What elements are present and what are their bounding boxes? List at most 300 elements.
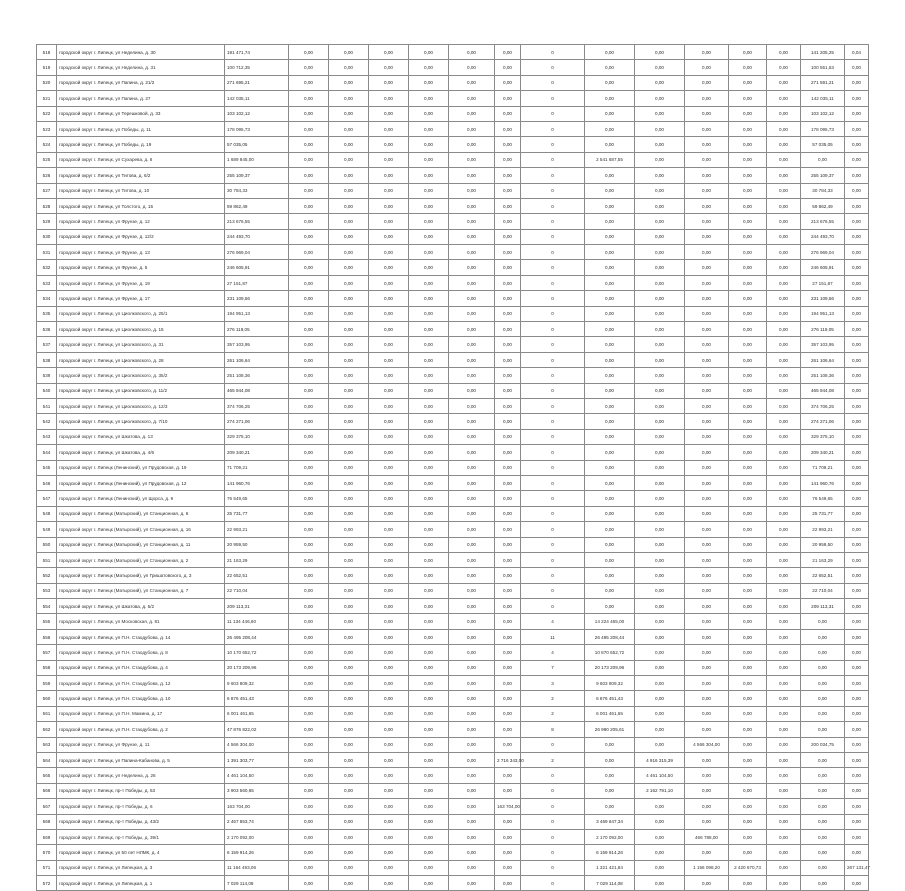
value-cell: 466 788,00 xyxy=(685,829,729,844)
value-cell: 0,00 xyxy=(845,876,869,891)
value-cell: 0,00 xyxy=(329,614,369,629)
value-cell: 0,00 xyxy=(495,198,521,213)
value-cell: 0,00 xyxy=(409,768,449,783)
value-cell: 0,00 xyxy=(289,106,329,121)
value-cell: 0,00 xyxy=(369,275,409,290)
value-cell: 0,00 xyxy=(449,537,495,552)
value-cell: 0,00 xyxy=(329,322,369,337)
value-cell: 0,00 xyxy=(289,706,329,721)
value-cell: 0,00 xyxy=(635,706,685,721)
value-cell: 0,00 xyxy=(329,876,369,891)
value-cell: 26 495 208,44 xyxy=(585,629,635,644)
value-cell: 0,00 xyxy=(409,876,449,891)
value-cell: 4 xyxy=(521,614,585,629)
value-cell: 22 710,04 xyxy=(801,583,845,598)
value-cell: 0,00 xyxy=(585,322,635,337)
value-cell: 0,00 xyxy=(409,629,449,644)
value-cell: 0,00 xyxy=(845,198,869,213)
register-table xyxy=(36,44,869,891)
value-cell: 0,00 xyxy=(329,168,369,183)
row-number-cell: 521 xyxy=(37,91,57,106)
value-cell: 0,00 xyxy=(495,429,521,444)
value-cell: 0,00 xyxy=(801,768,845,783)
value-cell: 0 xyxy=(521,568,585,583)
value-cell: 0,00 xyxy=(767,522,801,537)
value-cell: 0,00 xyxy=(685,260,729,275)
value-cell: 0,00 xyxy=(329,383,369,398)
value-cell: 0,00 xyxy=(635,383,685,398)
value-cell: 0,00 xyxy=(729,414,767,429)
value-cell: 0,00 xyxy=(767,275,801,290)
value-cell: 0,00 xyxy=(369,106,409,121)
row-number-cell: 527 xyxy=(37,183,57,198)
value-cell: 0,00 xyxy=(369,445,409,460)
value-cell: 0,00 xyxy=(635,106,685,121)
value-cell: 0,00 xyxy=(495,768,521,783)
value-cell: 209 113,31 xyxy=(801,599,845,614)
value-cell: 0,00 xyxy=(329,522,369,537)
value-cell: 0,00 xyxy=(329,352,369,367)
value-cell: 0,00 xyxy=(635,183,685,198)
value-cell: 0,00 xyxy=(495,106,521,121)
value-cell: 0,00 xyxy=(329,260,369,275)
address-cell: городской округ г. Липецк, ул Неделина, д. 26 xyxy=(57,768,225,783)
address-cell: городской округ г. Липецк (Ленинский), ул Прудовская, д. 12 xyxy=(57,475,225,490)
address-cell: городской округ г. Липецк, пр-т Победы, д. 53 xyxy=(57,783,225,798)
value-cell: 0,00 xyxy=(685,645,729,660)
total-cell: 357 103,95 xyxy=(225,337,289,352)
value-cell: 0,00 xyxy=(729,583,767,598)
value-cell: 0 xyxy=(521,60,585,75)
value-cell: 0,00 xyxy=(369,706,409,721)
value-cell: 0,00 xyxy=(289,829,329,844)
value-cell: 0,00 xyxy=(495,137,521,152)
value-cell: 0,00 xyxy=(495,445,521,460)
value-cell: 0,00 xyxy=(729,491,767,506)
value-cell: 0,00 xyxy=(409,337,449,352)
total-cell: 2 170 092,00 xyxy=(225,829,289,844)
value-cell: 0,00 xyxy=(845,799,869,814)
table-row xyxy=(37,106,869,121)
value-cell: 0 xyxy=(521,414,585,429)
value-cell: 0 xyxy=(521,275,585,290)
value-cell: 0,00 xyxy=(767,845,801,860)
value-cell: 2 xyxy=(521,706,585,721)
value-cell: 0,00 xyxy=(801,706,845,721)
value-cell: 0 xyxy=(521,860,585,875)
value-cell: 0,00 xyxy=(585,552,635,567)
value-cell: 0,00 xyxy=(329,475,369,490)
value-cell: 0,00 xyxy=(685,629,729,644)
row-number-cell: 563 xyxy=(37,737,57,752)
value-cell: 0,00 xyxy=(845,414,869,429)
value-cell: 0,00 xyxy=(449,645,495,660)
row-number-cell: 562 xyxy=(37,722,57,737)
value-cell: 374 706,25 xyxy=(801,398,845,413)
row-number-cell: 539 xyxy=(37,368,57,383)
value-cell: 0,00 xyxy=(495,783,521,798)
row-number-cell: 556 xyxy=(37,629,57,644)
value-cell: 0,00 xyxy=(767,722,801,737)
value-cell: 0,00 xyxy=(369,291,409,306)
value-cell: 0,00 xyxy=(495,845,521,860)
value-cell: 0,00 xyxy=(409,198,449,213)
table-row xyxy=(37,291,869,306)
value-cell: 0,00 xyxy=(585,291,635,306)
value-cell: 0 xyxy=(521,260,585,275)
value-cell: 0,00 xyxy=(329,752,369,767)
value-cell: 0,00 xyxy=(729,306,767,321)
value-cell: 0,00 xyxy=(289,429,329,444)
value-cell: 0,00 xyxy=(409,383,449,398)
value-cell: 20 173 209,96 xyxy=(585,660,635,675)
address-cell: городской округ г. Липецк, ул Циолковского, д. 35/2 xyxy=(57,368,225,383)
table-row xyxy=(37,91,869,106)
value-cell: 0 xyxy=(521,552,585,567)
total-cell: 246 605,91 xyxy=(225,260,289,275)
value-cell: 0,00 xyxy=(767,352,801,367)
value-cell: 0,00 xyxy=(801,829,845,844)
value-cell: 0,00 xyxy=(845,752,869,767)
value-cell: 0 xyxy=(521,214,585,229)
value-cell: 0,00 xyxy=(729,429,767,444)
row-number-cell: 545 xyxy=(37,460,57,475)
address-cell: городской округ г. Липецк, ул Папина-Кабанова, д. 5 xyxy=(57,752,225,767)
value-cell: 0,00 xyxy=(369,722,409,737)
value-cell: 0,00 xyxy=(845,583,869,598)
value-cell: 0,00 xyxy=(585,506,635,521)
value-cell: 0,00 xyxy=(409,706,449,721)
address-cell: городской округ г. Липецк, ул Липецкая, д. 1 xyxy=(57,876,225,891)
value-cell: 27 151,87 xyxy=(801,275,845,290)
value-cell: 0,00 xyxy=(767,322,801,337)
value-cell: 0,00 xyxy=(845,599,869,614)
value-cell: 0,00 xyxy=(729,599,767,614)
value-cell: 0 xyxy=(521,783,585,798)
value-cell: 0,00 xyxy=(635,260,685,275)
total-cell: 4 461 104,50 xyxy=(225,768,289,783)
value-cell: 0,00 xyxy=(845,445,869,460)
value-cell: 0,00 xyxy=(409,352,449,367)
value-cell: 0,00 xyxy=(729,229,767,244)
value-cell: 0,00 xyxy=(845,552,869,567)
value-cell: 0,00 xyxy=(289,522,329,537)
total-cell: 25 731,77 xyxy=(225,506,289,521)
table-row xyxy=(37,614,869,629)
value-cell: 0,00 xyxy=(585,383,635,398)
row-number-cell: 571 xyxy=(37,860,57,875)
value-cell: 0,00 xyxy=(801,845,845,860)
value-cell: 0,00 xyxy=(495,414,521,429)
address-cell: городской округ г. Липецк, ул Папина, д. 27 xyxy=(57,91,225,106)
address-cell: городской округ г. Липецк, пр-т Победы, д. 43/2 xyxy=(57,814,225,829)
value-cell: 0,00 xyxy=(801,614,845,629)
value-cell: 0,00 xyxy=(329,768,369,783)
value-cell: 1 156 098,20 xyxy=(685,860,729,875)
value-cell: 163 704,00 xyxy=(495,799,521,814)
address-cell: городской округ г. Липецк, ул Липецкая, д. 3 xyxy=(57,860,225,875)
value-cell: 0,00 xyxy=(585,537,635,552)
table-row xyxy=(37,337,869,352)
total-cell: 9 603 809,32 xyxy=(225,676,289,691)
table-row xyxy=(37,429,869,444)
total-cell: 100 712,35 xyxy=(225,60,289,75)
value-cell: 0,00 xyxy=(449,475,495,490)
value-cell: 0,00 xyxy=(369,676,409,691)
value-cell: 0,00 xyxy=(329,368,369,383)
table-row xyxy=(37,814,869,829)
value-cell: 0,00 xyxy=(409,91,449,106)
total-cell: 103 102,12 xyxy=(225,106,289,121)
address-cell: городской округ г. Липецк, ул Фрунзе, д. 11 xyxy=(57,737,225,752)
value-cell: 2 162 791,10 xyxy=(635,783,685,798)
value-cell: 0,00 xyxy=(685,768,729,783)
value-cell: 267 131,47 xyxy=(845,860,869,875)
total-cell: 59 862,49 xyxy=(225,198,289,213)
value-cell: 0,00 xyxy=(329,183,369,198)
value-cell: 0,00 xyxy=(767,660,801,675)
value-cell: 0,00 xyxy=(289,306,329,321)
value-cell: 0,00 xyxy=(845,275,869,290)
value-cell: 0,00 xyxy=(729,260,767,275)
address-cell: городской округ г. Липецк (Матырский), ул Станционная, д. 2 xyxy=(57,552,225,567)
address-cell: городской округ г. Липецк, ул Фрунзе, д. 17 xyxy=(57,291,225,306)
value-cell: 0,00 xyxy=(585,460,635,475)
address-cell: городской округ г. Липецк, ул П.Н. Стаодубова, д. 8 xyxy=(57,645,225,660)
value-cell: 0 xyxy=(521,291,585,306)
total-cell: 71 709,21 xyxy=(225,460,289,475)
value-cell: 0,00 xyxy=(585,475,635,490)
value-cell: 0,00 xyxy=(635,506,685,521)
total-cell: 141 960,76 xyxy=(225,475,289,490)
value-cell: 0 xyxy=(521,137,585,152)
value-cell: 0,00 xyxy=(729,829,767,844)
value-cell: 0,00 xyxy=(729,245,767,260)
value-cell: 0,00 xyxy=(635,306,685,321)
value-cell: 0,00 xyxy=(635,583,685,598)
value-cell: 0,00 xyxy=(409,691,449,706)
value-cell: 26 990 205,61 xyxy=(585,722,635,737)
total-cell: 30 784,33 xyxy=(225,183,289,198)
value-cell: 0,00 xyxy=(729,275,767,290)
total-cell: 276 119,05 xyxy=(225,322,289,337)
value-cell: 0,00 xyxy=(449,322,495,337)
value-cell: 0,00 xyxy=(585,368,635,383)
address-cell: городской округ г. Липецк, пр-т Победы, д. 6 xyxy=(57,799,225,814)
value-cell: 0,00 xyxy=(495,168,521,183)
value-cell: 0,00 xyxy=(449,691,495,706)
value-cell: 0,00 xyxy=(329,845,369,860)
value-cell: 0,00 xyxy=(409,722,449,737)
value-cell: 0,00 xyxy=(767,137,801,152)
table-row xyxy=(37,568,869,583)
value-cell: 0,00 xyxy=(685,75,729,90)
row-number-cell: 541 xyxy=(37,398,57,413)
value-cell: 0 xyxy=(521,876,585,891)
value-cell: 0,00 xyxy=(685,198,729,213)
value-cell: 0,00 xyxy=(289,445,329,460)
value-cell: 3 469 647,34 xyxy=(585,814,635,829)
value-cell: 0,00 xyxy=(369,429,409,444)
value-cell: 0,00 xyxy=(329,198,369,213)
value-cell: 0,00 xyxy=(845,460,869,475)
value-cell: 0,00 xyxy=(585,121,635,136)
value-cell: 103 102,12 xyxy=(801,106,845,121)
value-cell: 0,00 xyxy=(369,768,409,783)
row-number-cell: 522 xyxy=(37,106,57,121)
value-cell: 0 xyxy=(521,522,585,537)
value-cell: 0,00 xyxy=(409,506,449,521)
value-cell: 0,00 xyxy=(369,352,409,367)
value-cell: 0,00 xyxy=(635,291,685,306)
value-cell: 0,00 xyxy=(635,445,685,460)
value-cell: 0,00 xyxy=(369,460,409,475)
value-cell: 142 035,11 xyxy=(801,91,845,106)
table-row xyxy=(37,629,869,644)
value-cell: 0,00 xyxy=(635,814,685,829)
value-cell: 0,00 xyxy=(729,75,767,90)
value-cell: 0,00 xyxy=(329,660,369,675)
value-cell: 0,00 xyxy=(449,737,495,752)
value-cell: 0,00 xyxy=(449,198,495,213)
value-cell: 0,00 xyxy=(289,198,329,213)
value-cell: 2 170 092,00 xyxy=(585,829,635,844)
value-cell: 0,00 xyxy=(289,660,329,675)
value-cell: 9 603 809,32 xyxy=(585,676,635,691)
address-cell: городской округ г. Липецк, ул П.Н. Мамина, д. 17 xyxy=(57,706,225,721)
address-cell: городской округ г. Липецк, ул П.Н. Стаодубова, д. 10 xyxy=(57,691,225,706)
value-cell: 0,00 xyxy=(449,352,495,367)
value-cell: 0,00 xyxy=(845,522,869,537)
value-cell: 0,00 xyxy=(289,568,329,583)
row-number-cell: 558 xyxy=(37,660,57,675)
value-cell: 0,00 xyxy=(845,829,869,844)
table-row xyxy=(37,414,869,429)
value-cell: 0,00 xyxy=(369,121,409,136)
value-cell: 0,00 xyxy=(449,275,495,290)
value-cell: 0 xyxy=(521,245,585,260)
value-cell: 0,00 xyxy=(449,799,495,814)
value-cell: 0,00 xyxy=(845,168,869,183)
value-cell: 7 xyxy=(521,660,585,675)
address-cell: городской округ г. Липецк, ул Шкатова, д. 13 xyxy=(57,429,225,444)
value-cell: 0,00 xyxy=(767,752,801,767)
value-cell: 0,00 xyxy=(845,537,869,552)
value-cell: 0,00 xyxy=(729,45,767,60)
value-cell: 0,00 xyxy=(449,91,495,106)
value-cell: 0 xyxy=(521,152,585,167)
row-number-cell: 531 xyxy=(37,245,57,260)
value-cell: 0,00 xyxy=(635,337,685,352)
value-cell: 0,00 xyxy=(369,60,409,75)
value-cell: 271 591,21 xyxy=(801,75,845,90)
value-cell: 0,00 xyxy=(329,429,369,444)
value-cell: 0,00 xyxy=(767,460,801,475)
value-cell: 0 xyxy=(521,537,585,552)
value-cell: 0,00 xyxy=(685,106,729,121)
value-cell: 0,00 xyxy=(329,691,369,706)
value-cell: 0,00 xyxy=(585,168,635,183)
value-cell: 0,00 xyxy=(685,552,729,567)
value-cell: 0,00 xyxy=(369,860,409,875)
value-cell: 0,00 xyxy=(449,337,495,352)
value-cell: 0 xyxy=(521,183,585,198)
value-cell: 0,00 xyxy=(409,614,449,629)
value-cell: 0,00 xyxy=(495,537,521,552)
total-cell: 76 549,65 xyxy=(225,491,289,506)
row-number-cell: 523 xyxy=(37,121,57,136)
table-row xyxy=(37,398,869,413)
value-cell: 0,00 xyxy=(289,537,329,552)
value-cell: 0,00 xyxy=(369,752,409,767)
value-cell: 0,00 xyxy=(329,306,369,321)
value-cell: 0,00 xyxy=(289,245,329,260)
table-row xyxy=(37,506,869,521)
value-cell: 0,00 xyxy=(729,660,767,675)
value-cell: 0,00 xyxy=(845,337,869,352)
address-cell: городской округ г. Липецк, ул Циолковского, д. 15 xyxy=(57,322,225,337)
table-row xyxy=(37,445,869,460)
value-cell: 465 944,08 xyxy=(801,383,845,398)
row-number-cell: 536 xyxy=(37,322,57,337)
table-row xyxy=(37,845,869,860)
value-cell: 0,00 xyxy=(495,645,521,660)
value-cell: 357 103,95 xyxy=(801,337,845,352)
value-cell: 0,00 xyxy=(369,260,409,275)
address-cell: городской округ г. Липецк, ул Фрунзе, д. 12/2 xyxy=(57,229,225,244)
address-cell: городской округ г. Липецк, ул Титова, д. 10 xyxy=(57,183,225,198)
value-cell: 0,00 xyxy=(369,368,409,383)
value-cell: 274 271,06 xyxy=(801,414,845,429)
total-cell: 22 993,21 xyxy=(225,522,289,537)
value-cell: 0,00 xyxy=(289,722,329,737)
row-number-cell: 554 xyxy=(37,599,57,614)
value-cell: 0,00 xyxy=(635,137,685,152)
value-cell: 0,00 xyxy=(495,398,521,413)
value-cell: 0,00 xyxy=(369,783,409,798)
value-cell: 0,00 xyxy=(289,168,329,183)
value-cell: 0,00 xyxy=(685,291,729,306)
value-cell: 0,00 xyxy=(767,645,801,660)
value-cell: 0,00 xyxy=(449,214,495,229)
value-cell: 0,00 xyxy=(409,60,449,75)
value-cell: 0,00 xyxy=(329,121,369,136)
value-cell: 0,00 xyxy=(409,599,449,614)
value-cell: 0,00 xyxy=(409,214,449,229)
value-cell: 0,00 xyxy=(685,429,729,444)
table-row xyxy=(37,137,869,152)
value-cell: 0,00 xyxy=(289,691,329,706)
address-cell: городской округ г. Липецк, ул Титова, д. 6/2 xyxy=(57,168,225,183)
value-cell: 0,00 xyxy=(845,491,869,506)
row-number-cell: 549 xyxy=(37,522,57,537)
total-cell: 209 340,21 xyxy=(225,445,289,460)
value-cell: 0,00 xyxy=(585,214,635,229)
address-cell: городской округ г. Липецк, ул Папина, д. 21/2 xyxy=(57,75,225,90)
value-cell: 0,00 xyxy=(845,614,869,629)
value-cell: 0,00 xyxy=(767,214,801,229)
value-cell: 0,00 xyxy=(289,552,329,567)
value-cell: 0,00 xyxy=(329,506,369,521)
value-cell: 0,00 xyxy=(767,45,801,60)
row-number-cell: 559 xyxy=(37,676,57,691)
value-cell: 0,00 xyxy=(495,629,521,644)
value-cell: 0 xyxy=(521,121,585,136)
total-cell: 6 876 451,43 xyxy=(225,691,289,706)
value-cell: 0,00 xyxy=(585,337,635,352)
value-cell: 0 xyxy=(521,229,585,244)
value-cell: 0,00 xyxy=(449,291,495,306)
